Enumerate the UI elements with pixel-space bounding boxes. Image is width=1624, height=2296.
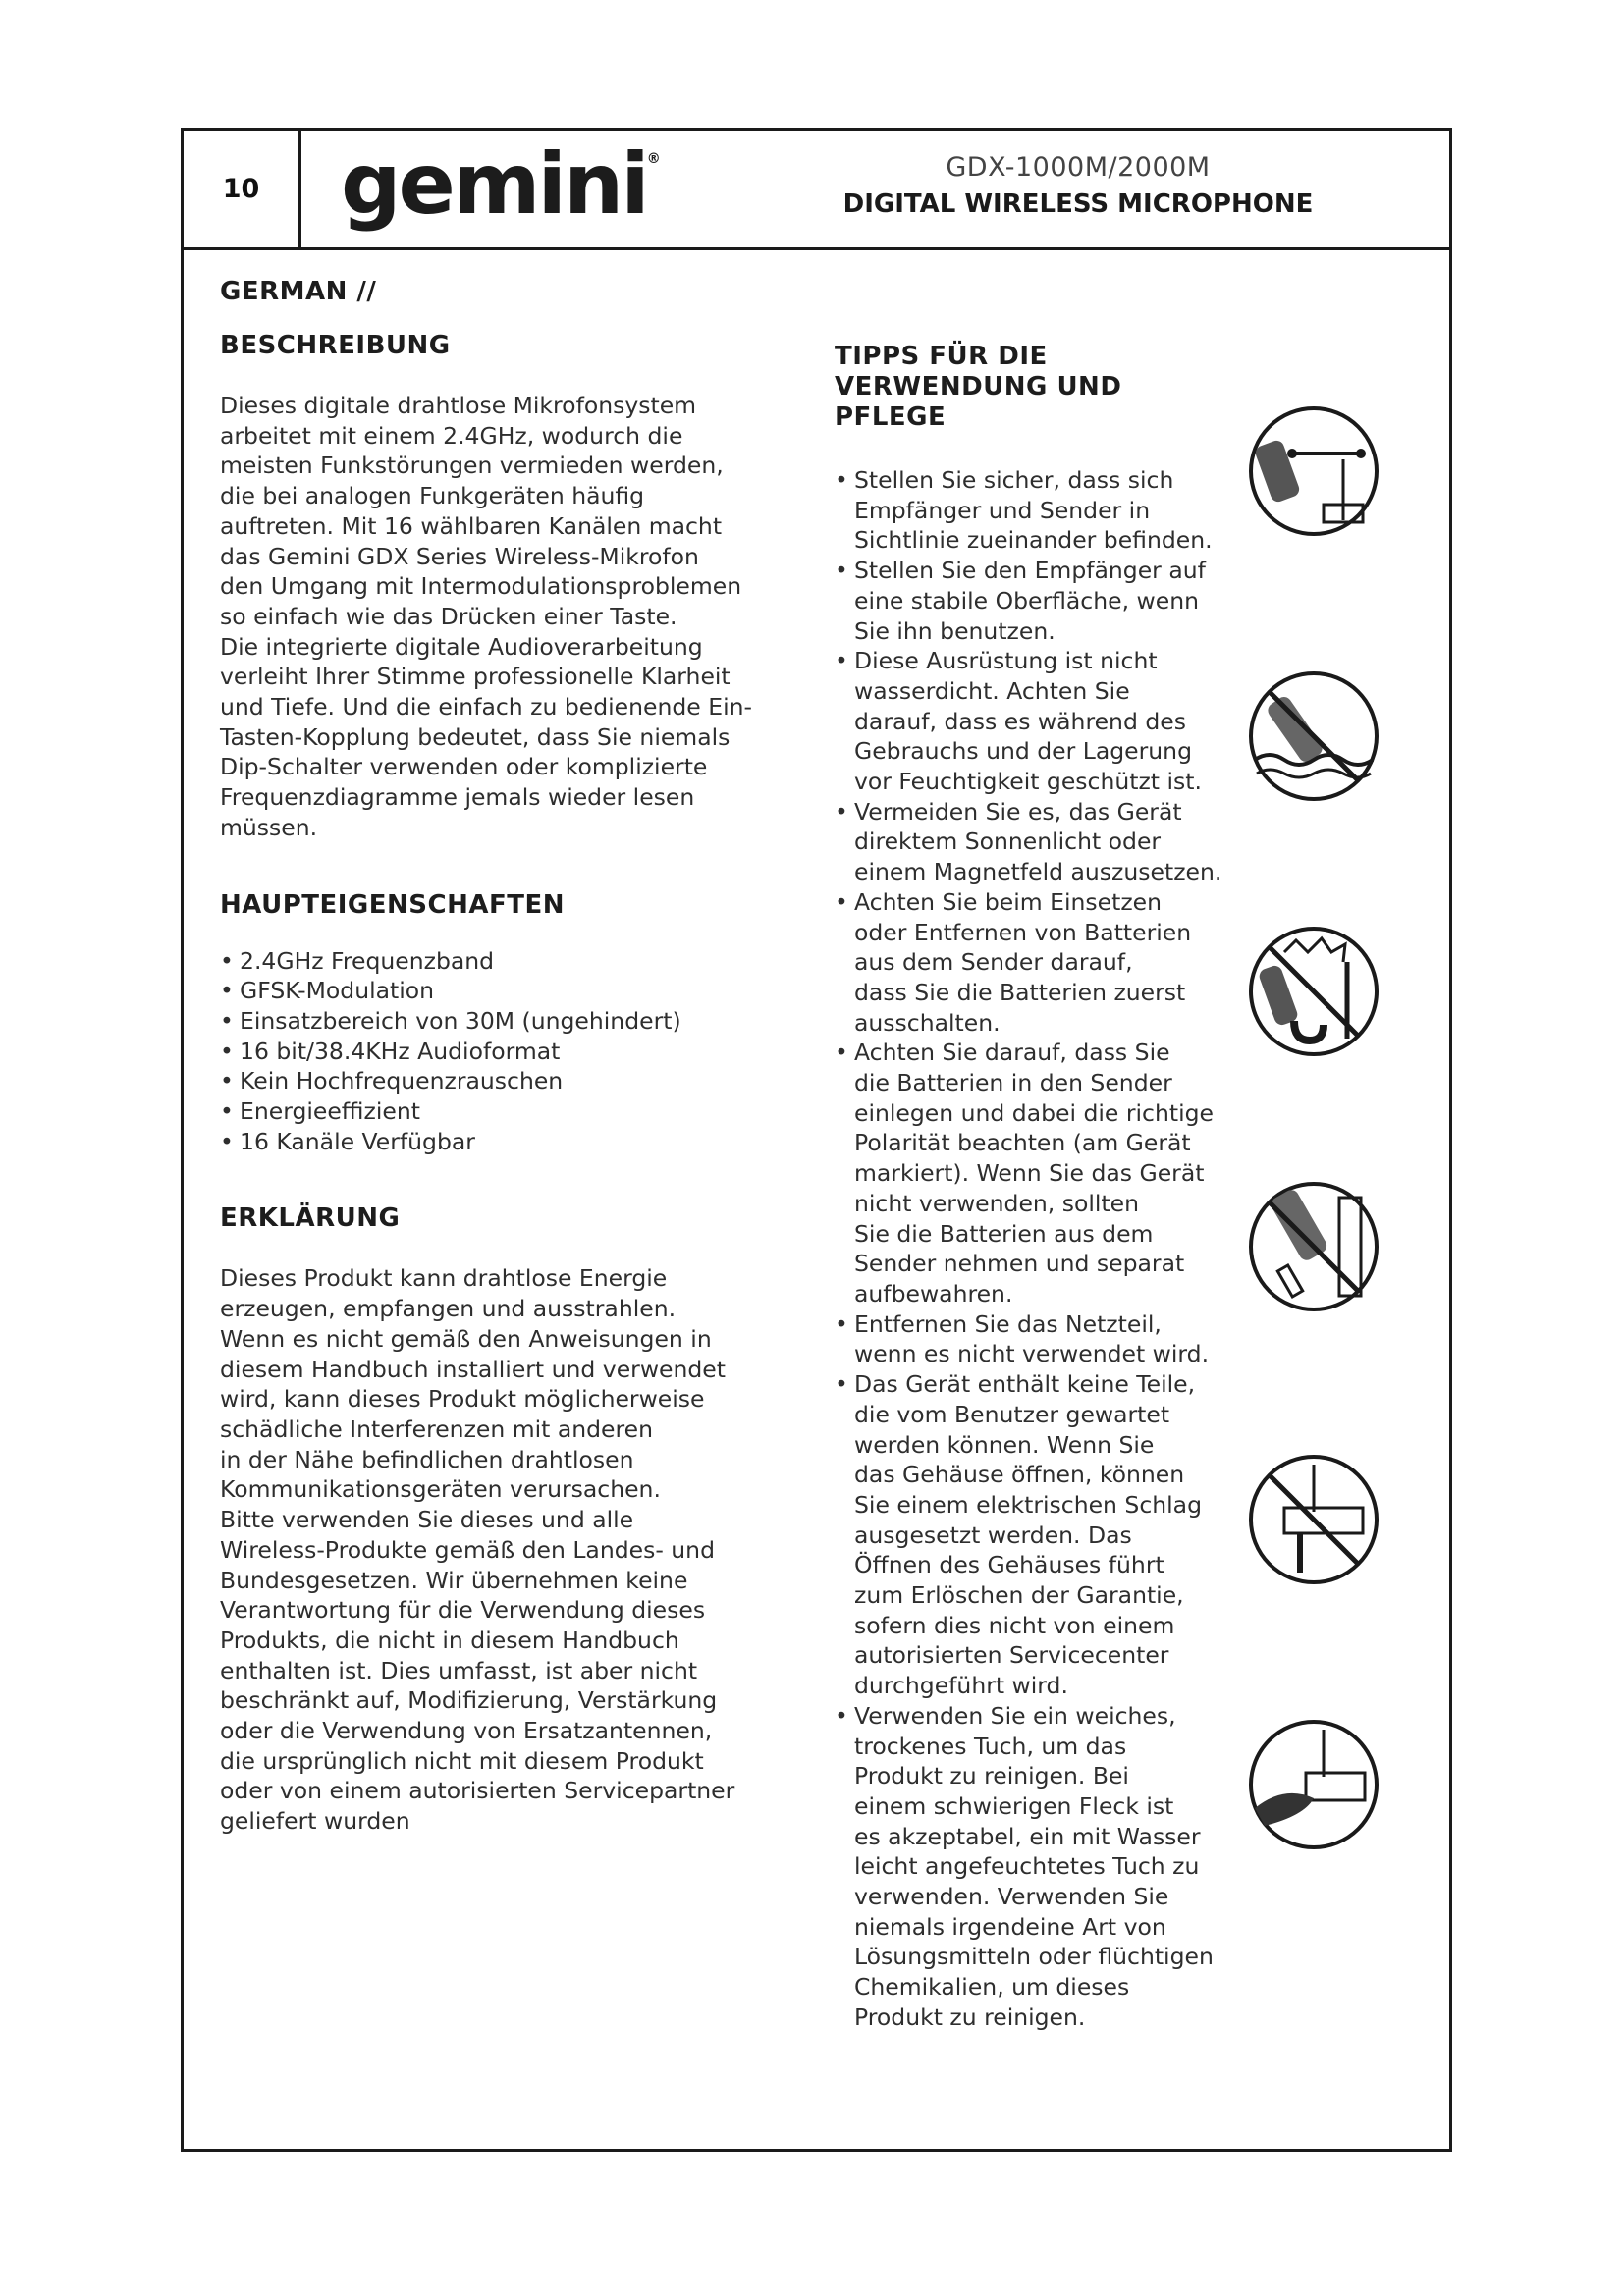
tip-item	[835, 797, 1267, 887]
model-number: GDX-1000M/2000M	[946, 152, 1211, 183]
tip-line: einlegen und dabei die richtige	[854, 1098, 1214, 1127]
left-column	[220, 277, 809, 1837]
tip-line: aufbewahren.	[854, 1279, 1013, 1308]
feature-item: • 16 Kanäle Verfügbar	[220, 1127, 809, 1157]
text-line: meisten Funkstörungen vermieden werden,	[220, 452, 724, 480]
tip-line: wasserdicht. Achten Sie	[854, 676, 1130, 705]
text-line: das Gemini GDX Series Wireless-Mikrofon	[220, 542, 699, 570]
tip-line: darauf, dass es während des	[854, 707, 1186, 735]
text-line: Verantwortung für die Verwendung dieses	[220, 1596, 706, 1625]
tip-line: Sie die Batterien aus dem	[854, 1219, 1154, 1248]
text-line: Dieses digitale drahtlose Mikrofonsystem	[220, 392, 697, 419]
tip-line: Sie ihn benutzen.	[854, 616, 1056, 645]
text-line: wird, kann dieses Produkt möglicherweise	[220, 1385, 705, 1414]
text-line: erzeugen, empfangen und ausstrahlen.	[220, 1295, 677, 1323]
text-line: verleiht Ihrer Stimme professionelle Klarheit	[220, 663, 731, 691]
language-heading: GERMAN //	[220, 277, 377, 306]
tip-line: Stellen Sie den Empfänger auf	[854, 557, 1206, 585]
text-line: enthalten ist. Dies umfasst, ist aber nicht	[220, 1656, 698, 1684]
tip-line: Gebrauchs und der Lagerung	[854, 737, 1192, 766]
tip-line: sofern dies nicht von einem	[854, 1611, 1175, 1639]
tip-line: Stellen Sie sicher, dass sich	[854, 466, 1174, 494]
tip-line: vor Feuchtigkeit geschützt ist.	[854, 768, 1202, 796]
tip-line: das Gehäuse öffnen, können	[854, 1461, 1185, 1489]
line-of-sight-icon	[1245, 402, 1382, 540]
tip-line: Lösungsmitteln oder flüchtigen	[854, 1943, 1214, 1971]
text-line: müssen.	[220, 813, 318, 841]
no-sun-magnet-icon	[1245, 923, 1382, 1060]
text-line: oder die Verwendung von Ersatzantennen,	[220, 1717, 713, 1745]
tip-line: leicht angefeuchtetes Tuch zu	[854, 1852, 1200, 1881]
right-column	[835, 465, 1267, 2033]
brand-logo	[341, 135, 661, 234]
tip-line: Polarität beachten (am Gerät	[854, 1129, 1191, 1157]
text-line: Dieses Produkt kann drahtlose Energie	[220, 1264, 668, 1293]
tip-line: Öffnen des Gehäuses führt	[854, 1551, 1164, 1579]
feature-item: • Einsatzbereich von 30M (ungehindert)	[220, 1006, 809, 1037]
erklaerung-text	[220, 1263, 809, 1836]
tip-line: markiert). Wenn Sie das Gerät	[854, 1159, 1205, 1188]
tip-line: Chemikalien, um dieses	[854, 1973, 1130, 2002]
text-line: oder von einem autorisierten Servicepartner	[220, 1777, 735, 1805]
product-subtitle: DIGITAL WIRELESS MICROPHONE	[842, 189, 1314, 219]
text-line: Die integrierte digitale Audioverarbeitung	[220, 632, 703, 661]
tip-line: Produkt zu reinigen. Bei	[854, 1762, 1129, 1790]
text-line: VERWENDUNG UND	[835, 372, 1122, 401]
text-line: beschränkt auf, Modifizierung, Verstärkung	[220, 1686, 718, 1715]
tip-line: Sie einem elektrischen Schlag	[854, 1490, 1202, 1519]
tip-line: Sender nehmen und separat	[854, 1250, 1185, 1278]
tip-line: Diese Ausrüstung ist nicht	[854, 647, 1158, 675]
feature-item: • Kein Hochfrequenzrauschen	[220, 1066, 809, 1096]
erklaerung-title: ERKLÄRUNG	[220, 1203, 401, 1234]
tip-item	[835, 1038, 1267, 1308]
tip-line: Achten Sie darauf, dass Sie	[854, 1039, 1170, 1067]
tip-line: Entfernen Sie das Netzteil,	[854, 1309, 1162, 1338]
tip-line: nicht verwenden, sollten	[854, 1189, 1139, 1217]
text-line: Produkts, die nicht in diesem Handbuch	[220, 1626, 679, 1654]
text-line: Kommunikationsgeräten verursachen.	[220, 1475, 661, 1504]
feature-item: • GFSK-Modulation	[220, 976, 809, 1006]
tip-item	[835, 887, 1267, 1039]
feature-item: • 2.4GHz Frequenzband	[220, 946, 809, 977]
text-line: Dip-Schalter verwenden oder komplizierte	[220, 753, 708, 781]
tip-line: es akzeptabel, ein mit Wasser	[854, 1822, 1201, 1850]
do-not-open-icon	[1245, 1451, 1382, 1588]
text-line: geliefert wurden	[220, 1807, 410, 1836]
text-line: in der Nähe befindlichen drahtlosen	[220, 1445, 634, 1473]
text-line: Wireless-Produkte gemäß den Landes- und	[220, 1535, 715, 1564]
tip-item	[835, 1369, 1267, 1701]
tip-line: Vermeiden Sie es, das Gerät	[854, 797, 1182, 826]
no-water-icon	[1245, 667, 1382, 805]
logo-text: gemini	[341, 135, 647, 234]
registered-mark: ®	[646, 151, 661, 167]
tip-line: autorisierten Servicecenter	[854, 1641, 1169, 1670]
tips-list	[835, 465, 1267, 2033]
page-header	[184, 131, 1449, 250]
text-line: die ursprünglich nicht mit diesem Produkt	[220, 1746, 704, 1775]
tip-item	[835, 1309, 1267, 1369]
tip-item	[835, 465, 1267, 556]
tip-line: ausschalten.	[854, 1008, 1001, 1037]
tip-line: niemals irgendeine Art von	[854, 1912, 1166, 1941]
text-line: diesem Handbuch installiert und verwendet	[220, 1355, 726, 1383]
text-line: Bitte verwenden Sie dieses und alle	[220, 1506, 634, 1534]
tip-line: werden können. Wenn Sie	[854, 1430, 1155, 1459]
tip-line: trockenes Tuch, um das	[854, 1732, 1127, 1760]
tip-item	[835, 556, 1267, 646]
text-line: auftreten. Mit 16 wählbaren Kanälen macht	[220, 511, 723, 540]
tip-line: durchgeführt wird.	[854, 1672, 1068, 1700]
tip-line: verwenden. Verwenden Sie	[854, 1883, 1169, 1911]
text-line: die bei analogen Funkgeräten häufig	[220, 482, 645, 510]
tip-line: ausgesetzt werden. Das	[854, 1521, 1132, 1549]
tip-line: Das Gerät enthält keine Teile,	[854, 1370, 1196, 1399]
tipps-title	[835, 342, 1208, 433]
tip-line: die vom Benutzer gewartet	[854, 1400, 1170, 1428]
tip-line: aus dem Sender darauf,	[854, 948, 1133, 977]
features-list	[220, 946, 809, 1157]
tip-line: Produkt zu reinigen.	[854, 2002, 1086, 2031]
feature-item: • 16 bit/38.4KHz Audioformat	[220, 1037, 809, 1067]
haupteigenschaften-title: HAUPTEIGENSCHAFTEN	[220, 889, 565, 920]
text-line: so einfach wie das Drücken einer Taste.	[220, 602, 677, 630]
text-line: arbeitet mit einem 2.4GHz, wodurch die	[220, 421, 683, 450]
tip-line: zum Erlöschen der Garantie,	[854, 1581, 1184, 1610]
text-line: den Umgang mit Intermodulationsproblemen	[220, 572, 742, 601]
text-line: PFLEGE	[835, 402, 947, 432]
text-line: Tasten-Kopplung bedeutet, dass Sie niemals	[220, 722, 731, 751]
tip-line: wenn es nicht verwendet wird.	[854, 1340, 1210, 1368]
text-line: und Tiefe. Und die einfach zu bedienende Ein-	[220, 693, 752, 721]
tipps-title-block	[835, 342, 1208, 433]
text-line: Bundesgesetzen. Wir übernehmen keine	[220, 1566, 688, 1594]
tip-line: Achten Sie beim Einsetzen	[854, 887, 1163, 916]
text-line: TIPPS FÜR DIE	[835, 342, 1048, 371]
text-line: Wenn es nicht gemäß den Anweisungen in	[220, 1324, 712, 1353]
tip-line: Empfänger und Sender in	[854, 496, 1151, 524]
tip-item	[835, 1701, 1267, 2033]
tip-line: einem Magnetfeld auszusetzen.	[854, 858, 1222, 886]
tip-line: dass Sie die Batterien zuerst	[854, 978, 1186, 1006]
tip-line: Verwenden Sie ein weiches,	[854, 1701, 1176, 1730]
tip-line: einem schwierigen Fleck ist	[854, 1791, 1174, 1820]
battery-icon	[1245, 1178, 1382, 1315]
text-line: schädliche Interferenzen mit anderen	[220, 1415, 653, 1443]
text-line: Frequenzdiagramme jemals wieder lesen	[220, 783, 695, 812]
tip-line: direktem Sonnenlicht oder	[854, 828, 1162, 856]
tip-line: die Batterien in den Sender	[854, 1069, 1172, 1097]
tip-line: oder Entfernen von Batterien	[854, 918, 1192, 946]
page-number: 10	[184, 131, 301, 247]
tip-item	[835, 646, 1267, 797]
feature-item: • Energieeffizient	[220, 1096, 809, 1127]
tip-line: Sichtlinie zueinander befinden.	[854, 526, 1213, 555]
cleaning-cloth-icon	[1245, 1716, 1382, 1853]
beschreibung-text	[220, 391, 809, 843]
beschreibung-title: BESCHREIBUNG	[220, 331, 451, 360]
tip-line: eine stabile Oberfläche, wenn	[854, 586, 1199, 614]
